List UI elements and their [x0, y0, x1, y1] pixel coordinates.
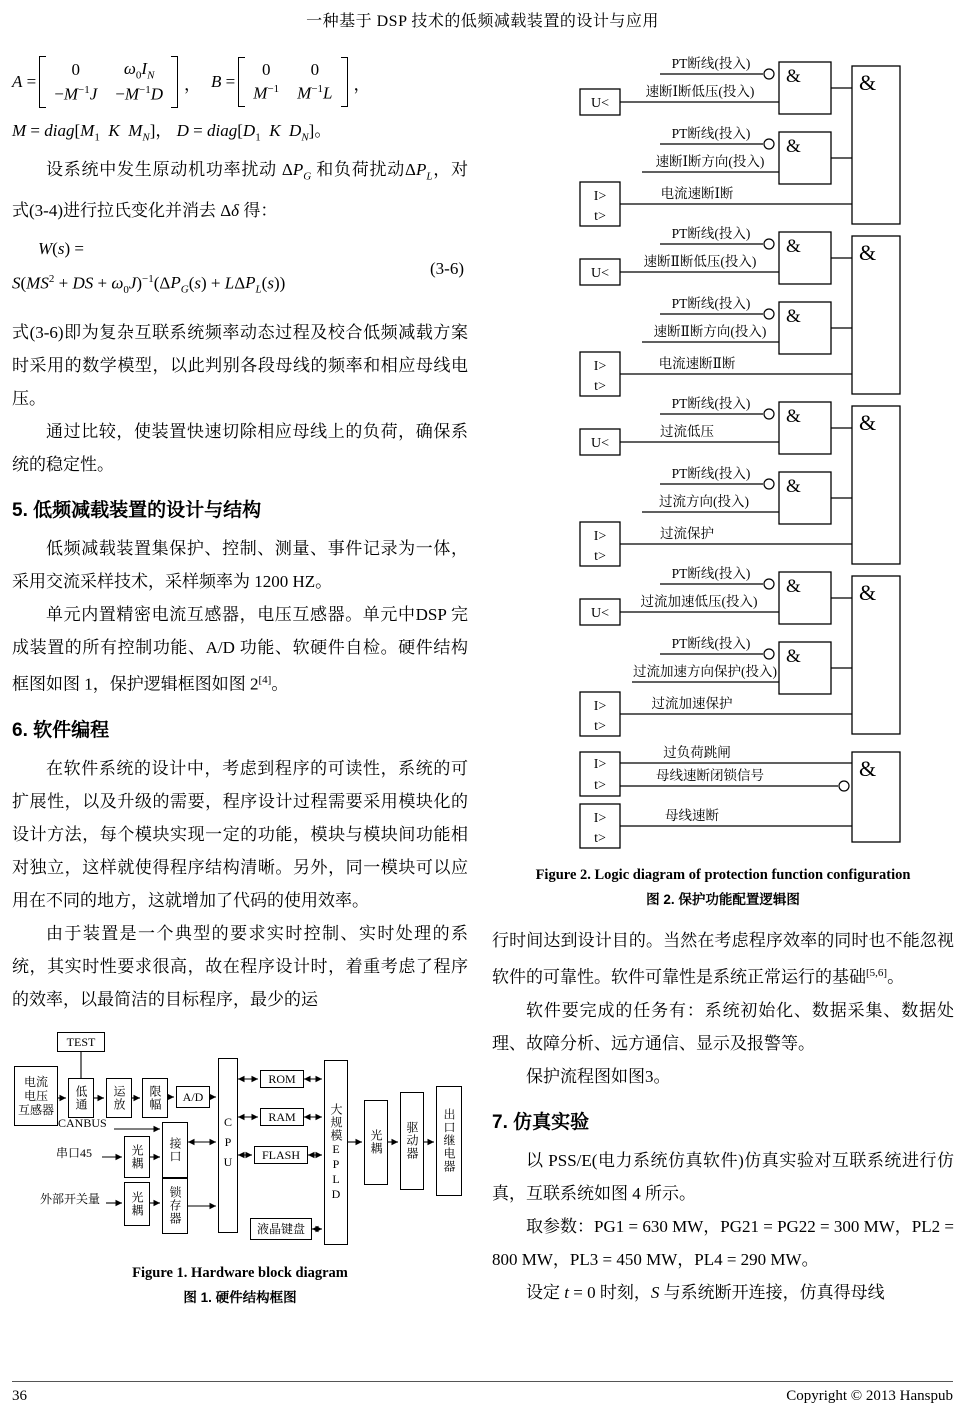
eq36-line1: W(s) =	[38, 238, 84, 258]
figure1-caption-zh: 图 1. 硬件结构框图	[183, 1289, 297, 1305]
and-gate-label: &	[786, 236, 801, 257]
t-threshold-label: t>	[594, 209, 606, 224]
paragraph-software-2: 由于装置是一个典型的要求实时控制、实时处理的系统，其实时性要求很高，故在程序设计时，着重考虑了程序的效率，以最简洁的目标程序，最少的运	[12, 923, 468, 1009]
t-threshold-label: t>	[594, 549, 606, 564]
lcd-keyboard-box: 液晶键盘	[250, 1218, 312, 1240]
not-bubble	[764, 409, 774, 419]
matrix-cell: $M^{-1}$	[253, 83, 280, 103]
eq-b-lhs: B =	[211, 72, 236, 92]
f2-label-oca-dir: 过流加速方向保护(投入)	[633, 664, 777, 679]
paragraph-flowchart: 保护流程图如图3。	[526, 1066, 671, 1086]
paragraph-compare: 通过比较，使装置快速切除相应母线上的负荷，确保系统的稳定性。	[12, 421, 468, 474]
transformer-box	[14, 1066, 58, 1126]
not-bubble	[764, 139, 774, 149]
optocoupler-serial-box: 光耦	[124, 1136, 150, 1178]
figure1-wires	[12, 1030, 467, 1255]
f2-label-sd2-dir: 速断Ⅱ断方向(投入)	[653, 324, 767, 339]
t-threshold-label: t>	[594, 831, 606, 846]
equation-3-6-body	[12, 233, 430, 306]
page-title: 一种基于 DSP 技术的低频减载装置的设计与应用	[306, 13, 659, 30]
and-gate-label: &	[786, 646, 801, 667]
eq-a-lhs: A =	[12, 72, 37, 92]
left-column	[12, 52, 468, 1306]
equation-ab	[12, 56, 468, 108]
right-column	[492, 52, 954, 1309]
u-threshold-label: U<	[590, 606, 610, 621]
f2-pt-label: PT断线(投入)	[671, 56, 751, 71]
paragraph-t0: 设定 t = 0 时刻，S 与系统断开连接，仿真得母线	[526, 1282, 885, 1302]
and-gate-label: &	[786, 476, 801, 497]
i-threshold-label: I>	[593, 359, 607, 374]
matrix-bracket-right	[341, 57, 348, 107]
latch-box: 锁存器	[162, 1178, 188, 1234]
paragraph-pss: 以 PSS/E(电力系统仿真软件)仿真实验对互联系统进行仿真，互联系统如图 4 所示。	[492, 1150, 954, 1203]
matrix-cell: $\omega_0I_N$	[123, 59, 155, 82]
matrix-bracket-left	[39, 56, 46, 108]
i-threshold-label: I>	[593, 189, 607, 204]
matrix-bracket-right	[171, 56, 178, 108]
adc-box: A/D	[176, 1086, 210, 1108]
f2-pt-label: PT断线(投入)	[671, 566, 751, 581]
u-threshold-label: U<	[590, 96, 610, 111]
u-threshold-label: U<	[590, 266, 610, 281]
f2-label-block: 母线速断闭锁信号	[656, 768, 764, 783]
f2-label-oc-prot: 过流保护	[660, 526, 714, 541]
cpu-box: CPU	[218, 1058, 238, 1233]
i-threshold-label: I>	[593, 757, 607, 772]
i-threshold-label: I>	[593, 699, 607, 714]
test-box: TEST	[57, 1032, 105, 1052]
equation-block-ab	[12, 56, 468, 143]
f2-label-overload: 过负荷跳闸	[663, 745, 731, 760]
not-bubble	[839, 781, 849, 791]
figure2-logic-diagram	[492, 52, 954, 852]
and-gate-label: &	[859, 580, 877, 605]
not-bubble	[764, 309, 774, 319]
f2-pt-label: PT断线(投入)	[671, 126, 751, 141]
matrix-cells	[245, 57, 340, 107]
matrix-cell: 0	[261, 60, 271, 80]
figure1-diagram	[12, 1030, 467, 1255]
footer-rule	[12, 1381, 953, 1382]
paragraph-runtime: 行时间达到设计目的。当然在考虑程序效率的同时也不能忽视软件的可靠性。软件可靠性是系统正常运行的基础[5,6]。	[492, 931, 954, 987]
f2-label-oca-prot: 过流加速保护	[651, 696, 733, 711]
not-bubble	[764, 239, 774, 249]
f2-label-busbreak: 母线速断	[665, 808, 719, 823]
not-bubble	[764, 479, 774, 489]
figure1-caption-en: Figure 1. Hardware block diagram	[132, 1264, 348, 1281]
and-gate-label: &	[859, 70, 877, 95]
limiter-box: 限幅	[142, 1078, 168, 1118]
epld-box: 大规模EPLD	[324, 1060, 348, 1245]
paragraph-software-1: 在软件系统的设计中，考虑到程序的可读性，系统的可扩展性，以及升级的需要，程序设计过程需要采用模块化的设计方法，每个模块实现一定的功能，模块与模块间功能相对独立，这样就使得程序结构清晰。另外，同一模块可以应用在不同的地方，这就增加了代码的使用效率。	[12, 758, 468, 910]
u-threshold-label: U<	[590, 436, 610, 451]
section-heading-7: 7. 仿真实验	[492, 1111, 590, 1133]
eq-separator: ，	[184, 74, 202, 94]
f2-label-sd2-lv: 速断Ⅱ断低压(投入)	[643, 254, 757, 269]
transformer-line3: 互感器	[17, 1102, 54, 1117]
matrix-cell: $-M^{-1}D$	[115, 84, 164, 105]
section-heading-6: 6. 软件编程	[12, 719, 110, 741]
paragraph-tasks: 软件要完成的任务有：系统初始化、数据采集、数据处理、故障分析、远方通信、显示及报警等。	[492, 1000, 954, 1053]
figure2	[492, 52, 954, 908]
t-threshold-label: t>	[594, 719, 606, 734]
opamp-box: 运放	[106, 1078, 132, 1118]
ram-box: RAM	[260, 1108, 304, 1126]
matrix-b	[238, 57, 347, 107]
equation-number: (3-6)	[430, 259, 464, 279]
f2-label-sd1-lv: 速断Ⅰ断低压(投入)	[645, 84, 755, 99]
f2-label-sd1-dir: 速断Ⅰ断方向(投入)	[655, 154, 765, 169]
t-threshold-label: t>	[594, 379, 606, 394]
f2-pt-label: PT断线(投入)	[671, 396, 751, 411]
not-bubble	[764, 649, 774, 659]
interface-box: 接口	[162, 1122, 188, 1178]
transformer-line1: 电流	[23, 1074, 48, 1089]
f2-pt-label: PT断线(投入)	[671, 226, 751, 241]
not-bubble	[764, 69, 774, 79]
section-heading-5: 5. 低频减载装置的设计与结构	[12, 499, 262, 521]
eq-separator: ，	[353, 74, 371, 94]
transformer-line2: 电压	[23, 1088, 48, 1103]
optocoupler-output-box: 光耦	[364, 1100, 388, 1185]
and-gate-label: &	[786, 406, 801, 427]
figure2-caption-zh: 图 2. 保护功能配置逻辑图	[646, 892, 800, 907]
matrix-cell: 0	[310, 60, 320, 80]
i-threshold-label: I>	[593, 811, 607, 826]
paragraph-parameters: 取参数：PG1 = 630 MW，PG21 = PG22 = 300 MW，PL2 = 800 MW，PL3 = 450 MW，PL4 = 290 MW。	[492, 1216, 954, 1269]
rom-box: ROM	[260, 1070, 304, 1088]
serial-port-label: 串口45	[56, 1145, 93, 1160]
canbus-label: CANBUS	[58, 1115, 107, 1130]
driver-box: 驱动器	[400, 1092, 424, 1190]
copyright: Copyright © 2013 Hanspub	[786, 1388, 953, 1404]
f2-pt-label: PT断线(投入)	[671, 636, 751, 651]
matrix-bracket-left	[238, 57, 245, 107]
f2-label-sd2-cur: 电流速断Ⅱ断	[658, 356, 736, 371]
page-number: 36	[12, 1388, 27, 1404]
external-switch-label: 外部开关量	[40, 1191, 101, 1206]
f2-label-oca-lv: 过流加速低压(投入)	[640, 594, 758, 609]
f2-label-oc-lv: 过流低压	[660, 424, 714, 439]
and-gate-label: &	[786, 136, 801, 157]
optocoupler-external-box: 光耦	[124, 1182, 150, 1226]
and-gate-label: &	[859, 240, 877, 265]
paragraph-model: 式(3-6)即为复杂互联系统频率动态过程及校合低频减载方案时采用的数学模型，以此判别各段母线的频率和相应母线电压。	[12, 322, 468, 408]
and-gate-label: &	[786, 306, 801, 327]
eq36-line2: $S(MS^2$ + DS + $\omega_0J)^{-1}(\Delta P_G(s) + L\Delta P_L(s))$	[12, 272, 286, 296]
matrix-cell: 0	[71, 60, 80, 80]
figure2-caption-en: Figure 2. Logic diagram of protection function configuration	[535, 867, 911, 883]
and-gate-label: &	[786, 576, 801, 597]
figure1	[12, 1030, 468, 1306]
t-threshold-label: t>	[594, 778, 606, 793]
i-threshold-label: I>	[593, 529, 607, 544]
f2-pt-label: PT断线(投入)	[671, 466, 751, 481]
matrix-cells	[46, 56, 171, 108]
paragraph-device-1: 低频减载装置集保护、控制、测量、事件记录为一体，采用交流采样技术，采样频率为 1200 HZ。	[12, 538, 468, 591]
matrix-a	[39, 56, 178, 108]
and-gate-label: &	[859, 756, 877, 781]
matrix-cell: $M^{-1}L$	[297, 83, 333, 103]
f2-label-sd1-cur: 电流速断Ⅰ断	[660, 186, 734, 201]
f2-label-oc-dir: 过流方向(投入)	[659, 494, 749, 509]
equation-3-6	[12, 233, 468, 306]
f2-pt-label: PT断线(投入)	[671, 296, 751, 311]
equation-md: $M = diag[M_1$ K $M_N$]， $D = diag[D_1$ K $D_N$]。	[12, 121, 332, 144]
not-bubble	[764, 579, 774, 589]
paragraph-device-2: 单元内置精密电流互感器，电压互感器。单元中DSP 完成装置的所有控制功能、A/D 功能、软硬件自检。硬件结构框图如图 1，保护逻辑框图如图 2[4]。	[12, 604, 468, 694]
paragraph-disturbance: 设系统中发生原动机功率扰动 $\Delta P_G$ 和负荷扰动$\Delta P_L$，对式(3-4)进行拉氏变化并消去 Δδ 得：	[12, 160, 469, 220]
output-relay-box: 出口继电器	[436, 1086, 462, 1196]
lowpass-box: 低通	[68, 1078, 94, 1118]
and-gate-label: &	[786, 66, 801, 87]
matrix-cell: $-M^{-1}J$	[54, 84, 98, 105]
and-gate-label: &	[859, 410, 877, 435]
flash-box: FLASH	[254, 1146, 308, 1164]
